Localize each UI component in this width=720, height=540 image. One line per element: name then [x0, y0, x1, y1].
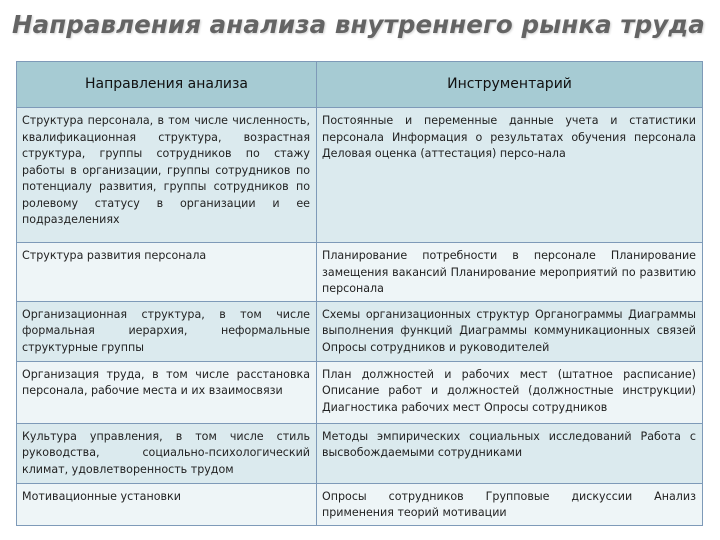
direction-cell: Организационная структура, в том числе формальная иерархия, неформальные структурные группы — [17, 301, 317, 361]
tools-cell: План должностей и рабочих мест (штатное расписание) Описание работ и должностей (должностные инструкции) Диагностика рабочих мест Опросы сотрудников — [317, 361, 703, 423]
table-row — [17, 108, 703, 243]
page-title: Направления анализа внутреннего рынка труда — [12, 10, 705, 39]
table-row — [17, 423, 703, 483]
direction-cell: Структура персонала, в том числе численность, квалификационная структура, возрастная структура, группы сотрудников по стажу работы в организации, группы сотрудников по потенциалу развития, группы сотрудников по ролевому статусу в организации и ее подразделениях — [17, 108, 317, 243]
table-header-row — [17, 62, 703, 108]
direction-cell: Мотивационные установки — [17, 483, 317, 525]
tools-cell: Опросы сотрудников Групповые дискуссии Анализ применения теорий мотивации — [317, 483, 703, 525]
header-tools: Инструментарий — [317, 62, 703, 108]
header-directions: Направления анализа — [17, 62, 317, 108]
table-row — [17, 483, 703, 525]
tools-cell: Схемы организационных структур Органограммы Диаграммы выполнения функций Диаграммы коммуникационных связей Опросы сотрудников и руководителей — [317, 301, 703, 361]
table-row — [17, 243, 703, 302]
tools-cell: Планирование потребности в персонале Планирование замещения вакансий Планирование мероприятий по развитию персонала — [317, 243, 703, 302]
direction-cell: Структура развития персонала — [17, 243, 317, 302]
table-row — [17, 361, 703, 423]
direction-cell: Культура управления, в том числе стиль руководства, социально-психологический климат, удовлетворенность трудом — [17, 423, 317, 483]
table-row — [17, 301, 703, 361]
tools-cell: Методы эмпирических социальных исследований Работа с высвобождаемыми сотрудниками — [317, 423, 703, 483]
tools-cell: Постоянные и переменные данные учета и статистики персонала Информация о результатах обучения персонала Деловая оценка (аттестация) персо-нала — [317, 108, 703, 243]
direction-cell: Организация труда, в том числе расстановка персонала, рабочие места и их взаимосвязи — [17, 361, 317, 423]
analysis-table — [16, 61, 703, 526]
